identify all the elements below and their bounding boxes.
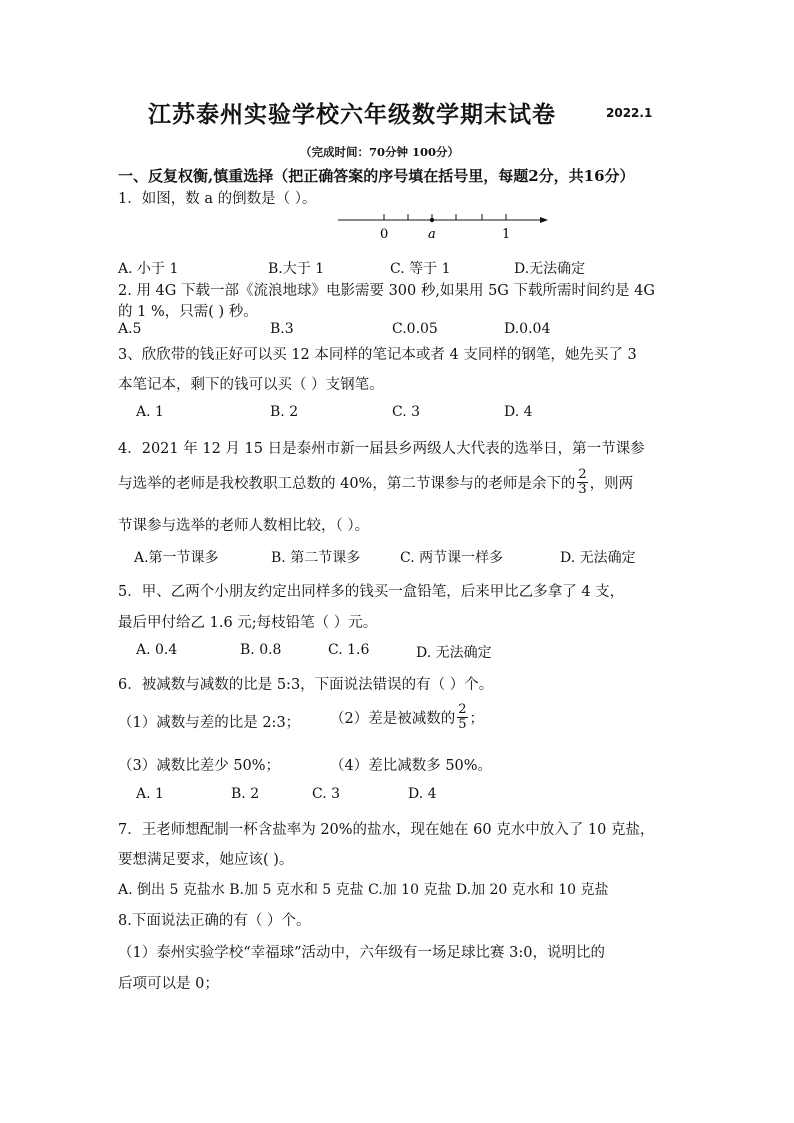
label-1: 1	[502, 227, 511, 242]
q3-option-d: D. 4	[504, 404, 533, 420]
fraction-denominator: 3	[578, 482, 587, 497]
fraction-numerator: 2	[458, 702, 467, 717]
q8-statement-1-line1: （1）泰州实验学校“幸福球”活动中，六年级有一场足球比赛 3:0，说明比的	[118, 945, 605, 961]
q2-option-c: C.0.05	[392, 321, 438, 337]
q6-statement-3: （3）减数比差少 50%；	[118, 758, 281, 774]
q5-option-c: C. 1.6	[328, 642, 370, 658]
q5-option-b: B. 0.8	[240, 642, 282, 658]
q3-option-c: C. 3	[392, 404, 421, 420]
page-title: 江苏泰州实验学校六年级数学期末试卷	[148, 101, 556, 128]
section-heading: 一、反复权衡,慎重选择（把正确答案的序号填在括号里，每题2分，共16分）	[118, 167, 635, 185]
q2-option-a: A.5	[118, 321, 142, 337]
q4-option-c: C. 两节课一样多	[400, 550, 504, 566]
q4-line2-text: 与选举的老师是我校教职工总数的 40%，第二节课参与的老师是余下的	[118, 476, 576, 492]
q6-statement-2	[330, 703, 484, 732]
question-4-line3: 节课参与选举的老师人数相比较，（ ）。	[118, 518, 370, 534]
q3-option-b: B. 2	[270, 404, 299, 420]
question-7-line1: 7．王老师想配制一杯含盐率为 20%的盐水，现在她在 60 克水中放入了 10 克盐，	[118, 822, 655, 838]
question-5-line2: 最后甲付给乙 1.6 元;每枝铅笔（ ）元。	[118, 615, 378, 631]
q1-option-d: D.无法确定	[514, 261, 586, 277]
label-0: 0	[380, 227, 389, 242]
number-line-arrow	[540, 217, 548, 223]
fraction-denominator: 5	[458, 717, 467, 732]
fraction-numerator: 2	[578, 467, 587, 482]
q7-options: A. 倒出 5 克盐水 B.加 5 克水和 5 克盐 C.加 10 克盐 D.加 20 克水和 10 克盐	[118, 882, 609, 898]
number-line-figure	[336, 210, 556, 242]
q1-option-b: B.大于 1	[268, 261, 325, 277]
q6-statement-1: （1）减数与差的比是 2:3；	[118, 715, 301, 731]
q8-statement-1-line2: 后项可以是 0；	[118, 976, 219, 992]
q6-option-b: B. 2	[231, 786, 260, 802]
q1-option-a: A. 小于 1	[118, 261, 179, 277]
label-a: a	[428, 227, 436, 242]
q6-option-a: A. 1	[136, 786, 164, 802]
q6-statement-4: （4）差比减数多 50%。	[330, 758, 493, 774]
q4-option-d: D. 无法确定	[560, 550, 636, 566]
q6-option-c: C. 3	[312, 786, 341, 802]
question-4-line2	[118, 468, 633, 497]
exam-date: 2022.1	[606, 106, 653, 120]
question-6-line1: 6．被减数与减数的比是 5:3，下面说法错误的有（ ）个。	[118, 677, 494, 693]
q5-option-a: A. 0.4	[136, 642, 178, 658]
q4-line2-tail: ，则两	[589, 476, 634, 492]
fraction-two-thirds	[577, 468, 587, 497]
q2-option-b: B.3	[270, 321, 294, 337]
q6-option-d: D. 4	[408, 786, 437, 802]
fraction-two-fifths	[457, 703, 467, 732]
exam-subtitle: （完成时间：70分钟 100分）	[300, 145, 460, 159]
q3-option-a: A. 1	[136, 404, 164, 420]
q1-option-c: C. 等于 1	[390, 261, 451, 277]
question-7-line2: 要想满足要求，她应该( )。	[118, 852, 294, 868]
q2-option-d: D.0.04	[504, 321, 551, 337]
q4-option-b: B. 第二节课多	[271, 550, 361, 566]
question-4-line1: 4．2021 年 12 月 15 日是泰州市新一届县乡两级人大代表的选举日，第一节课参	[118, 441, 645, 457]
q5-option-d: D. 无法确定	[416, 645, 492, 661]
question-1-text: 1．如图，数 a 的倒数是（ ）。	[118, 191, 317, 207]
point-a	[430, 218, 434, 222]
question-3-line2: 本笔记本，剩下的钱可以买（ ）支钢笔。	[118, 377, 384, 393]
question-2-line2: 的 1 %，只需( ) 秒。	[118, 304, 258, 320]
question-2-line1: 2. 用 4G 下载一部《流浪地球》电影需要 300 秒,如果用 5G 下载所需时间约是 4G	[118, 283, 655, 299]
q6-statement-2-text: （2）差是被减数的	[330, 711, 456, 727]
question-5-line1: 5．甲、乙两个小朋友约定出同样多的钱买一盒铅笔，后来甲比乙多拿了 4 支，	[118, 584, 625, 600]
q6-statement-2-tail: ；	[469, 711, 485, 727]
question-8-line1: 8.下面说法正确的有（ ）个。	[118, 913, 311, 929]
question-3-line1: 3、欣欣带的钱正好可以买 12 本同样的笔记本或者 4 支同样的钢笔，她先买了 3	[118, 347, 637, 363]
q4-option-a: A.第一节课多	[134, 550, 219, 566]
